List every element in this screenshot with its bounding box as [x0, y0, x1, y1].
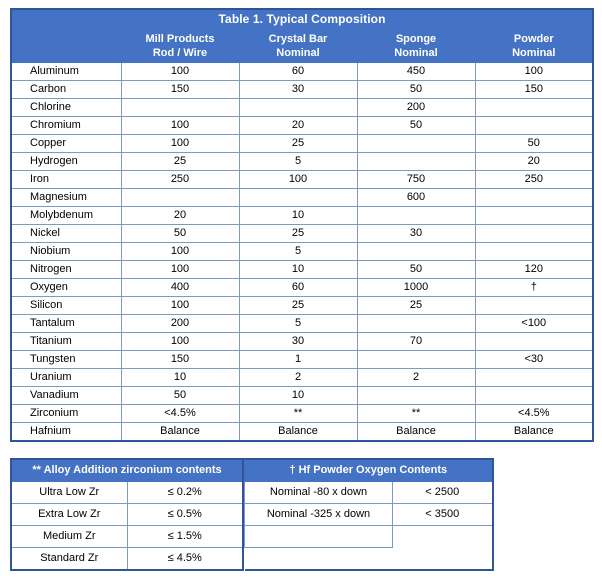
cell-powder: <100: [475, 315, 593, 333]
footnote-tables: [10, 458, 592, 571]
cell-element: Uranium: [11, 369, 121, 387]
cell-sponge: Balance: [357, 423, 475, 442]
cell-crystal: [239, 189, 357, 207]
cell-powder: †: [475, 279, 593, 297]
cell-crystal: 1: [239, 351, 357, 369]
cell-crystal: 25: [239, 135, 357, 153]
column-header-powder: [475, 30, 593, 63]
cell-mesh: [245, 548, 393, 571]
table-header-row: [11, 30, 593, 63]
cell-element: Hafnium: [11, 423, 121, 442]
cell-crystal: 60: [239, 279, 357, 297]
cell-crystal: 10: [239, 207, 357, 225]
column-header-line1: Powder: [513, 33, 554, 45]
table-row: [245, 482, 493, 504]
cell-element: Vanadium: [11, 387, 121, 405]
cell-sponge: [357, 243, 475, 261]
cell-mill: 25: [121, 153, 239, 171]
cell-sponge: [357, 387, 475, 405]
column-header-line2: Nominal: [512, 47, 556, 59]
column-header-sponge: [357, 30, 475, 63]
cell-sponge: 450: [357, 63, 475, 81]
cell-element: Niobium: [11, 243, 121, 261]
cell-zr-value: ≤ 0.2%: [127, 482, 243, 504]
cell-grade: Ultra Low Zr: [11, 482, 127, 504]
table-row: [11, 261, 593, 279]
cell-sponge: [357, 351, 475, 369]
cell-mill: 50: [121, 225, 239, 243]
table-title: Table 1. Typical Composition: [11, 9, 593, 30]
cell-powder: [475, 189, 593, 207]
cell-mesh: [245, 526, 393, 548]
cell-crystal: 20: [239, 117, 357, 135]
cell-grade: Medium Zr: [11, 526, 127, 548]
table-row: [11, 423, 593, 442]
table-row: [11, 369, 593, 387]
cell-mill: 100: [121, 63, 239, 81]
table-row: [11, 315, 593, 333]
cell-crystal: 30: [239, 81, 357, 99]
cell-sponge: 25: [357, 297, 475, 315]
cell-zr-value: ≤ 0.5%: [127, 504, 243, 526]
cell-zr-value: ≤ 1.5%: [127, 526, 243, 548]
table-row: [11, 63, 593, 81]
table-row: [11, 333, 593, 351]
table-row: [11, 171, 593, 189]
hf-powder-oxygen-table: [244, 458, 494, 571]
cell-element: Chromium: [11, 117, 121, 135]
cell-mill: 150: [121, 81, 239, 99]
cell-powder: Balance: [475, 423, 593, 442]
cell-powder: [475, 333, 593, 351]
cell-sponge: 50: [357, 261, 475, 279]
table-row: [11, 482, 243, 504]
cell-crystal: 5: [239, 153, 357, 171]
cell-powder: [475, 369, 593, 387]
cell-mill: 100: [121, 333, 239, 351]
cell-element: Tantalum: [11, 315, 121, 333]
cell-sponge: 70: [357, 333, 475, 351]
table-row: [11, 279, 593, 297]
cell-crystal: 5: [239, 243, 357, 261]
table-row: [11, 297, 593, 315]
cell-sponge: 50: [357, 81, 475, 99]
cell-powder: 50: [475, 135, 593, 153]
cell-mill: 100: [121, 243, 239, 261]
cell-crystal: **: [239, 405, 357, 423]
cell-sponge: 1000: [357, 279, 475, 297]
cell-grade: Standard Zr: [11, 548, 127, 571]
cell-sponge: [357, 207, 475, 225]
table-row: [245, 504, 493, 526]
cell-powder: 150: [475, 81, 593, 99]
column-header-line1: Sponge: [395, 33, 437, 45]
table-row: [11, 135, 593, 153]
cell-mesh: Nominal -325 x down: [245, 504, 393, 526]
table-row: [11, 99, 593, 117]
cell-sponge: 50: [357, 117, 475, 135]
cell-sponge: 750: [357, 171, 475, 189]
cell-mill: 400: [121, 279, 239, 297]
column-header-line1: Crystal Bar: [268, 33, 328, 45]
cell-element: Chlorine: [11, 99, 121, 117]
cell-sponge: **: [357, 405, 475, 423]
cell-crystal: 60: [239, 63, 357, 81]
cell-element: Carbon: [11, 81, 121, 99]
cell-element: Iron: [11, 171, 121, 189]
cell-sponge: [357, 135, 475, 153]
cell-crystal: 30: [239, 333, 357, 351]
column-header-line2: Nominal: [276, 47, 320, 59]
cell-element: Hydrogen: [11, 153, 121, 171]
cell-element: Titanium: [11, 333, 121, 351]
table-row: [11, 153, 593, 171]
cell-sponge: 30: [357, 225, 475, 243]
cell-powder: <30: [475, 351, 593, 369]
cell-mill: [121, 99, 239, 117]
cell-powder: 120: [475, 261, 593, 279]
table-row: [11, 387, 593, 405]
cell-crystal: [239, 99, 357, 117]
cell-powder: [475, 117, 593, 135]
cell-sponge: 2: [357, 369, 475, 387]
cell-element: Copper: [11, 135, 121, 153]
alloy-header-row: [11, 459, 243, 482]
cell-element: Molybdenum: [11, 207, 121, 225]
table-row: [11, 225, 593, 243]
cell-crystal: Balance: [239, 423, 357, 442]
cell-mill: 150: [121, 351, 239, 369]
cell-crystal: 100: [239, 171, 357, 189]
cell-powder: 100: [475, 63, 593, 81]
table-title-row: [11, 9, 593, 30]
cell-mill: 50: [121, 387, 239, 405]
cell-grade: Extra Low Zr: [11, 504, 127, 526]
cell-element: Nitrogen: [11, 261, 121, 279]
cell-crystal: 25: [239, 297, 357, 315]
table-row: [11, 526, 243, 548]
table-row: [11, 405, 593, 423]
cell-oxygen: < 3500: [393, 504, 493, 526]
hf-table-header: † Hf Powder Oxygen Contents: [245, 459, 493, 482]
cell-zr-value: ≤ 4.5%: [127, 548, 243, 571]
cell-crystal: 5: [239, 315, 357, 333]
cell-mill: 100: [121, 135, 239, 153]
cell-element: Tungsten: [11, 351, 121, 369]
cell-mesh: Nominal -80 x down: [245, 482, 393, 504]
column-header-line1: Mill Products: [145, 33, 215, 45]
cell-mill: 20: [121, 207, 239, 225]
cell-element: Nickel: [11, 225, 121, 243]
hf-header-row: [245, 459, 493, 482]
cell-sponge: [357, 315, 475, 333]
cell-mill: Balance: [121, 423, 239, 442]
cell-powder: [475, 387, 593, 405]
cell-powder: <4.5%: [475, 405, 593, 423]
cell-powder: [475, 99, 593, 117]
cell-powder: [475, 243, 593, 261]
cell-powder: [475, 297, 593, 315]
cell-crystal: 10: [239, 261, 357, 279]
cell-oxygen: [393, 548, 493, 571]
cell-crystal: 10: [239, 387, 357, 405]
table-row: [11, 243, 593, 261]
cell-oxygen: [393, 526, 493, 548]
cell-element: Aluminum: [11, 63, 121, 81]
cell-mill: 200: [121, 315, 239, 333]
cell-mill: 100: [121, 297, 239, 315]
composition-table: [10, 8, 594, 442]
cell-crystal: 2: [239, 369, 357, 387]
cell-powder: 250: [475, 171, 593, 189]
table-row: [11, 351, 593, 369]
column-header-element: [11, 30, 121, 63]
column-header-crystal-bar: [239, 30, 357, 63]
cell-mill: 250: [121, 171, 239, 189]
cell-mill: 100: [121, 261, 239, 279]
column-header-mill-products: [121, 30, 239, 63]
table-row: [11, 207, 593, 225]
cell-oxygen: < 2500: [393, 482, 493, 504]
cell-powder: [475, 225, 593, 243]
table-row: [11, 548, 243, 571]
table-row: [11, 117, 593, 135]
alloy-table-header: ** Alloy Addition zirconium contents: [11, 459, 243, 482]
cell-sponge: 200: [357, 99, 475, 117]
cell-sponge: 600: [357, 189, 475, 207]
cell-mill: [121, 189, 239, 207]
cell-element: Zirconium: [11, 405, 121, 423]
table-row: [11, 504, 243, 526]
cell-mill: <4.5%: [121, 405, 239, 423]
table-row: [245, 548, 493, 571]
column-header-line2: Nominal: [394, 47, 438, 59]
cell-element: Magnesium: [11, 189, 121, 207]
column-header-line2: Rod / Wire: [152, 47, 208, 59]
cell-powder: [475, 207, 593, 225]
table-row: [245, 526, 493, 548]
cell-element: Silicon: [11, 297, 121, 315]
cell-mill: 10: [121, 369, 239, 387]
cell-sponge: [357, 153, 475, 171]
table-row: [11, 81, 593, 99]
cell-crystal: 25: [239, 225, 357, 243]
alloy-addition-table: [10, 458, 244, 571]
cell-powder: 20: [475, 153, 593, 171]
cell-mill: 100: [121, 117, 239, 135]
table-row: [11, 189, 593, 207]
cell-element: Oxygen: [11, 279, 121, 297]
